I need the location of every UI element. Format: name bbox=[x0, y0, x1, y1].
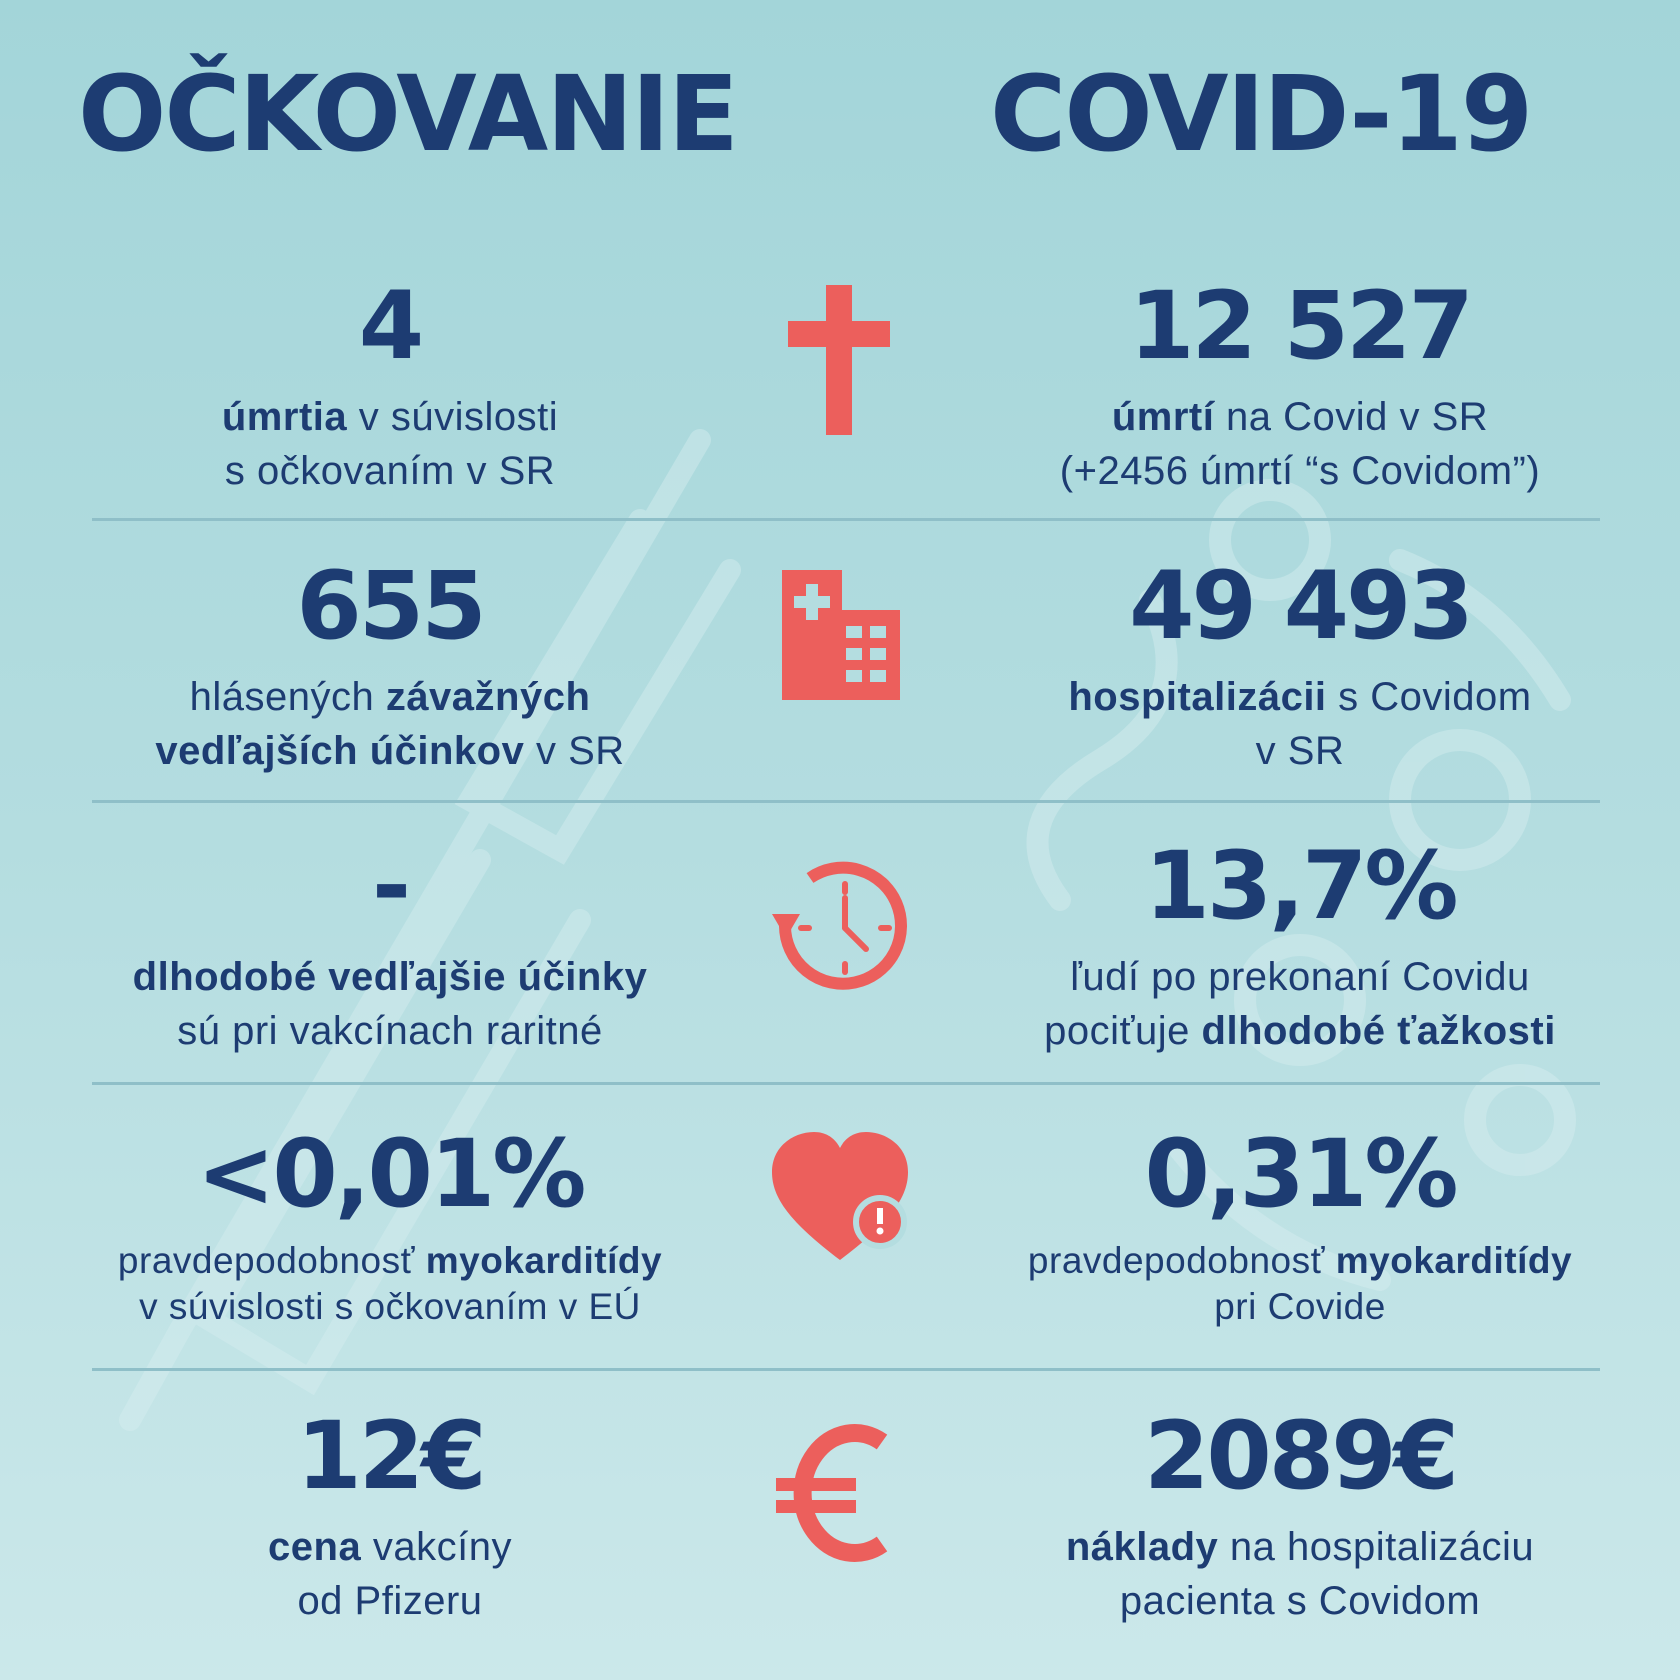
vaccine-side-effects bbox=[40, 552, 740, 778]
vaccine-myocarditis bbox=[40, 1120, 740, 1330]
covid-hospitalization-cost bbox=[960, 1402, 1640, 1628]
clock-icon bbox=[770, 848, 910, 998]
covid-deaths bbox=[960, 272, 1640, 498]
stat-description: pravdepodobnosť myokarditídy v súvislosti s očkovaním v EÚ bbox=[117, 1240, 663, 1327]
divider bbox=[92, 1082, 1600, 1085]
cross-icon bbox=[770, 285, 910, 435]
hospital-icon bbox=[770, 570, 910, 720]
covid-hospitalizations bbox=[960, 552, 1640, 778]
header-vaccination: OČKOVANIE bbox=[78, 53, 737, 175]
vaccine-long-term bbox=[40, 832, 740, 1058]
stat-value: 49 493 bbox=[1129, 552, 1471, 661]
covid-long-term bbox=[960, 832, 1640, 1058]
stat-description: náklady na hospitalizáciu pacienta s Covidom bbox=[1065, 1525, 1535, 1623]
stat-description: ľudí po prekonaní Covidu pociťuje dlhodobé ťažkosti bbox=[1044, 955, 1556, 1053]
euro-icon bbox=[770, 1420, 910, 1570]
stat-description: pravdepodobnosť myokarditídy pri Covide bbox=[1027, 1240, 1573, 1327]
stat-description: úmrtí na Covid v SR (+2456 úmrtí “s Covidom”) bbox=[1059, 395, 1541, 493]
heart-alert-icon bbox=[770, 1132, 910, 1282]
stat-value: 4 bbox=[358, 272, 422, 381]
header-covid: COVID-19 bbox=[990, 53, 1532, 175]
stat-description: hospitalizácii s Covidom v SR bbox=[1068, 675, 1532, 773]
divider bbox=[92, 800, 1600, 803]
stat-value: <0,01% bbox=[196, 1120, 584, 1229]
divider bbox=[92, 1368, 1600, 1371]
stat-description: úmrtia v súvislosti s očkovaním v SR bbox=[221, 395, 559, 493]
stat-value: 13,7% bbox=[1144, 832, 1456, 941]
stat-value: 12 527 bbox=[1129, 272, 1471, 381]
divider bbox=[92, 518, 1600, 521]
covid-myocarditis bbox=[960, 1120, 1640, 1330]
stat-value: 0,31% bbox=[1144, 1120, 1456, 1229]
stat-description: cena vakcíny od Pfizeru bbox=[268, 1525, 512, 1623]
stat-description: dlhodobé vedľajšie účinky sú pri vakcínach raritné bbox=[132, 955, 648, 1053]
stat-value: 655 bbox=[296, 552, 484, 661]
vaccine-price bbox=[40, 1402, 740, 1628]
stat-value: 2089€ bbox=[1143, 1402, 1457, 1511]
stat-value: - bbox=[371, 832, 408, 941]
stat-value: 12€ bbox=[296, 1402, 484, 1511]
vaccine-deaths bbox=[40, 272, 740, 498]
stat-description: hlásených závažných vedľajších účinkov v SR bbox=[155, 675, 625, 773]
